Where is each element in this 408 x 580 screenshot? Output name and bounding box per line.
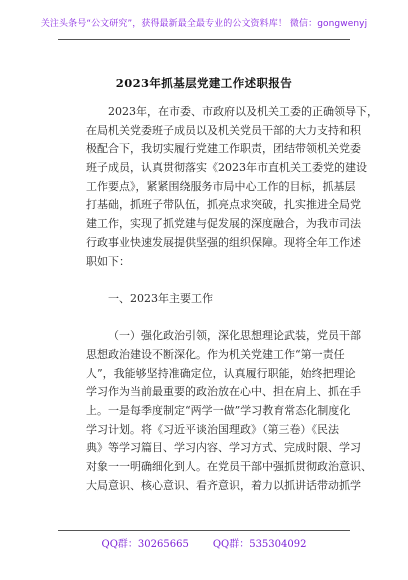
document-body: [86, 103, 378, 495]
body-line: 思想政治建设不断深化。作为机关党建工作“第一责任: [86, 347, 345, 361]
body-line: 学习作为当前最重要的政治放在心中、担在肩上、抓在手: [86, 385, 361, 399]
body-line: 2023年，在市委、市政府以及机关工委的正确领导下，: [108, 105, 378, 118]
body-line: 上。一是每季度制定“两学一做”学习教育常态化制度化: [86, 404, 351, 417]
paragraph-gap: [86, 271, 334, 290]
body-line: 对象一一明确细化到人。在党员干部中强抓贯彻政治意识、: [86, 460, 372, 474]
body-line: 打基础，抓班子带队伍，抓亮点求突破，扎实推进全局党: [86, 198, 361, 212]
paragraph-gap: [86, 309, 334, 328]
body-line: 工作要点》，紧紧围绕服务市局中心工作的目标，抓基层: [86, 179, 356, 193]
header-divider: [58, 39, 350, 40]
body-line: 学习计划。将《习近平谈治国理政》（第三卷）《民法: [86, 422, 339, 436]
footer-divider: [58, 530, 350, 531]
body-line: 职如下：: [86, 254, 130, 268]
section-heading: 一、2023年主要工作: [108, 291, 213, 305]
qq-group-1: QQ群：30265665: [101, 539, 189, 550]
qq-group-2: QQ群：535304092: [212, 539, 307, 550]
body-line: （一）强化政治引领，深化思想理论武装，党员干部: [108, 329, 361, 343]
body-line: 典》等学习篇目、学习内容、学习方式、完成时限、学习: [86, 441, 361, 455]
document-title: 2023年抓基层党建工作述职报告: [115, 76, 293, 90]
promo-banner: 关注头条号“公文研究”，获得最新最全最专业的公文资料库！ 微信：gongwenyj: [40, 19, 368, 29]
body-line: 班子成员，认真贯彻落实《2023年市直机关工委党的建设: [86, 161, 367, 175]
body-line: 极配合下，我切实履行党建工作职责，团结带领机关党委: [86, 142, 361, 156]
body-line: 人”，我能够坚持准确定位，认真履行职能，始终把理论: [86, 366, 356, 380]
footer-contacts: [0, 535, 408, 550]
body-line: 大局意识、核心意识、看齐意识，着力以抓讲话带动抓学: [86, 478, 361, 492]
body-line: 在局机关党委班子成员以及机关党员干部的大力支持和积: [86, 123, 361, 137]
body-line: 建工作，实现了抓党建与促发展的深度融合，为我市司法: [86, 217, 361, 231]
body-line: 行政事业快速发展提供坚强的组织保障。现将全年工作述: [86, 235, 361, 249]
